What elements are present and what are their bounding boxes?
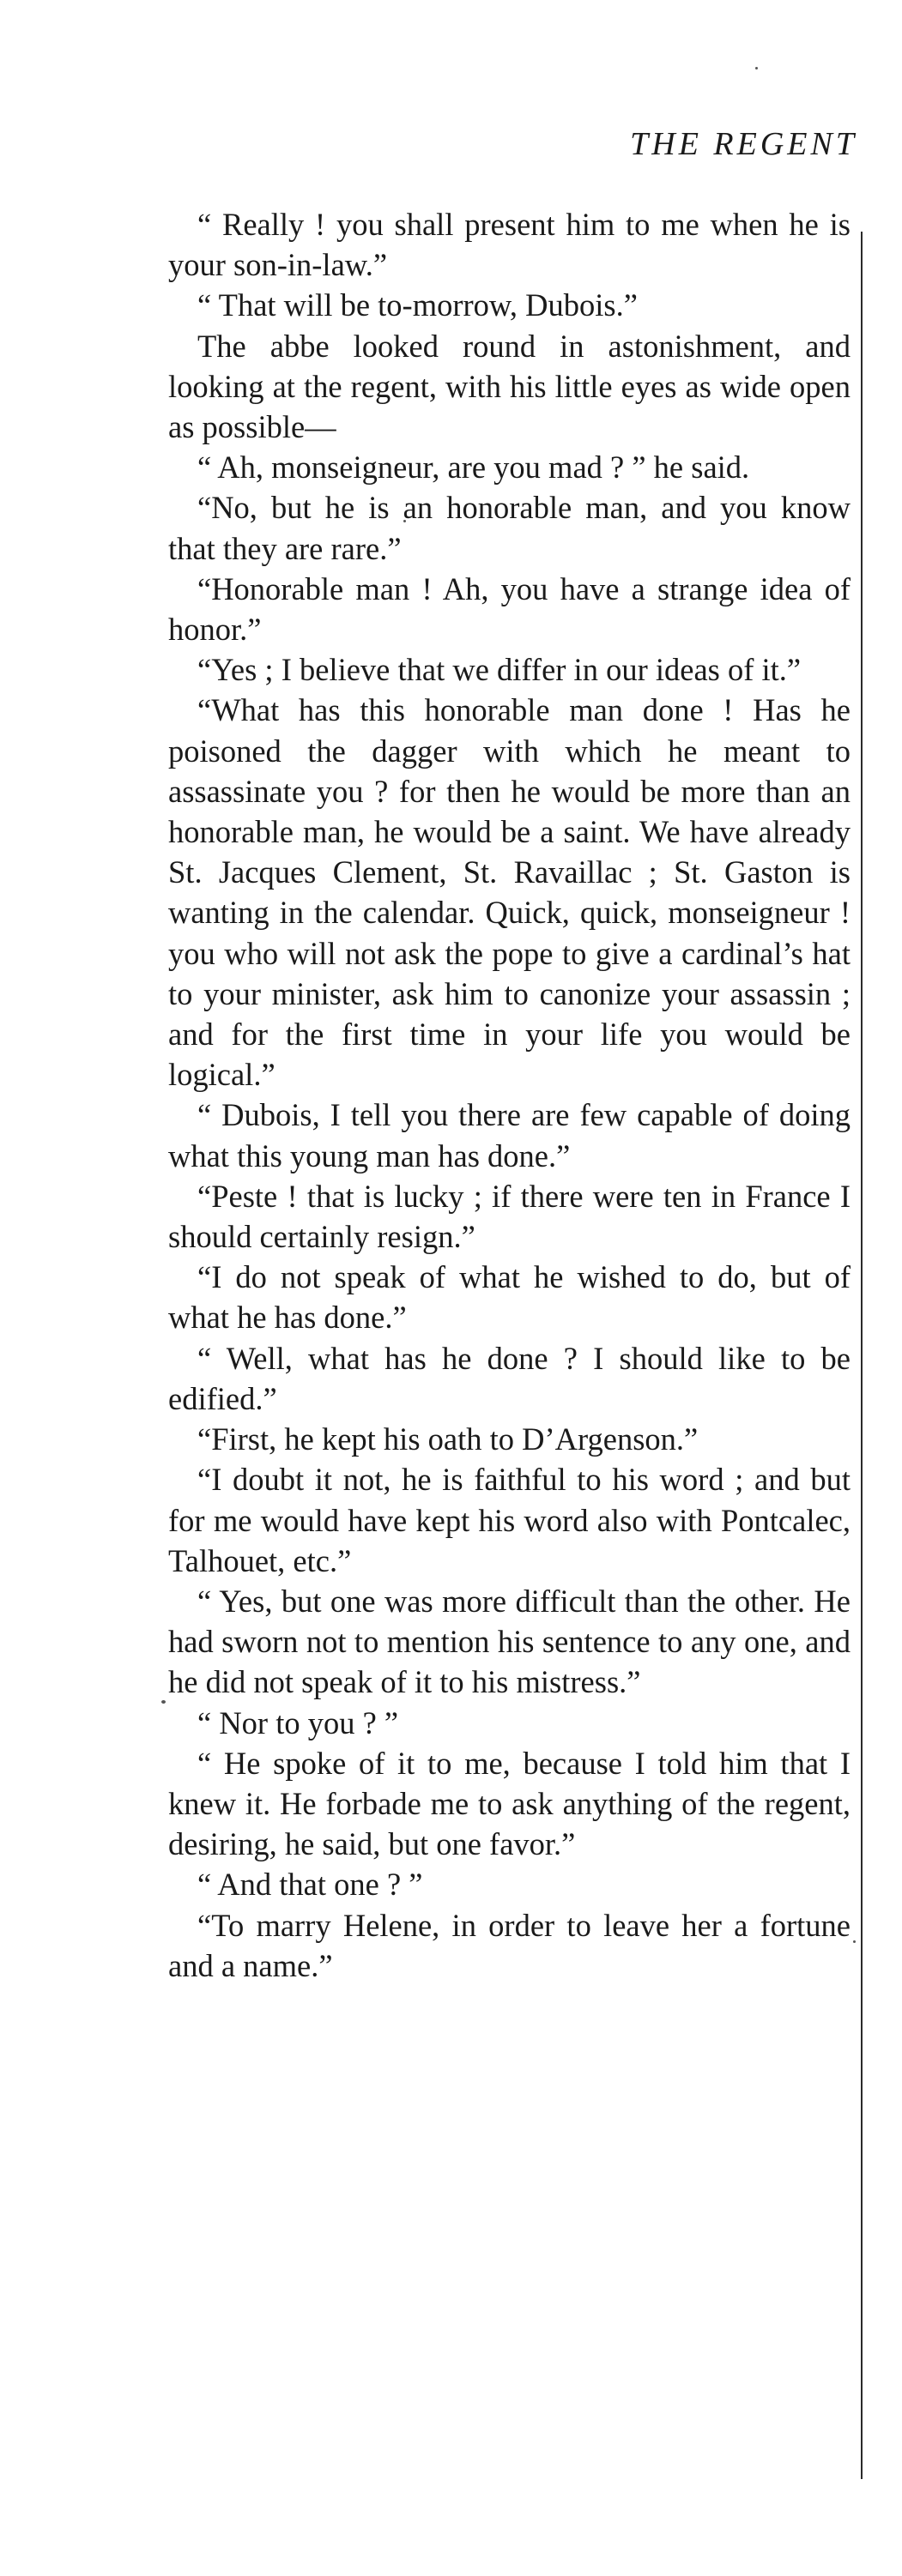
paragraph: “What has this honorable man done ! Has he poisoned the dagger with which he meant to assassinate you ? for then he would be more than an honorable man, he would be a saint. We have already St. Jacques Clement, St. Ravaillac ; St. Gaston is wanting in the calendar. Quick, quick, monseigneur ! you who will not ask the pope to give a cardinal’s hat to your minister, ask him to canonize your assassin ; and for the first time in your life you would be logical.” [168, 692, 851, 1093]
paragraph: “To marry Helene, in order to leave her a fortune and a name.” [168, 1907, 851, 1983]
speck [853, 1940, 856, 1943]
paragraph: “ Dubois, I tell you there are few capable of doing what this young man has done.” [168, 1097, 851, 1173]
speck [755, 67, 758, 69]
paragraph: “ Nor to you ? ” [197, 1704, 399, 1740]
paragraph: “ That will be to-morrow, Dubois.” [197, 287, 638, 323]
column-rule [861, 232, 863, 2479]
speck [161, 1700, 166, 1704]
paragraph: “ Ah, monseigneur, are you mad ? ” he said. [197, 449, 750, 486]
paragraph: “ Well, what has he done ? I should like to be edified.” [168, 1340, 851, 1416]
paragraph: The abbe looked round in astonishment, and looking at the regent, with his little eyes as wide open as possible— [168, 328, 851, 445]
paragraph: “ He spoke of it to me, because I told him that I knew it. He forbade me to ask anything of the regent, desiring, he said, but one favor.” [168, 1745, 851, 1862]
paragraph: “Yes ; I believe that we differ in our ideas of it.” [197, 652, 802, 688]
paragraph: “I do not speak of what he wished to do, but of what he has done.” [168, 1259, 851, 1336]
paragraph: “ Really ! you shall present him to me when he is your son-in-law.” [168, 207, 851, 283]
paragraph: “ And that one ? ” [197, 1867, 423, 1903]
body-text [168, 204, 851, 1986]
paragraph: “ Yes, but one was more difficult than the other. He had sworn not to mention his sentence to any one, and he did not speak of it to his mistress.” [168, 1583, 851, 1700]
paragraph: “Honorable man ! Ah, you have a strange idea of honor.” [168, 570, 851, 648]
paragraph: “Peste ! that is lucky ; if there were ten in France I should certainly resign.” [168, 1178, 851, 1255]
paragraph: “I doubt it not, he is faithful to his word ; and but for me would have kept his word also with Pontcalec, Talhouet, etc.” [168, 1462, 851, 1578]
paragraph: “No, but he is an honorable man, and you know that they are rare.” [168, 490, 851, 566]
running-head: THE REGENT [630, 126, 857, 162]
paragraph: “First, he kept his oath to D’Argenson.” [197, 1421, 699, 1457]
